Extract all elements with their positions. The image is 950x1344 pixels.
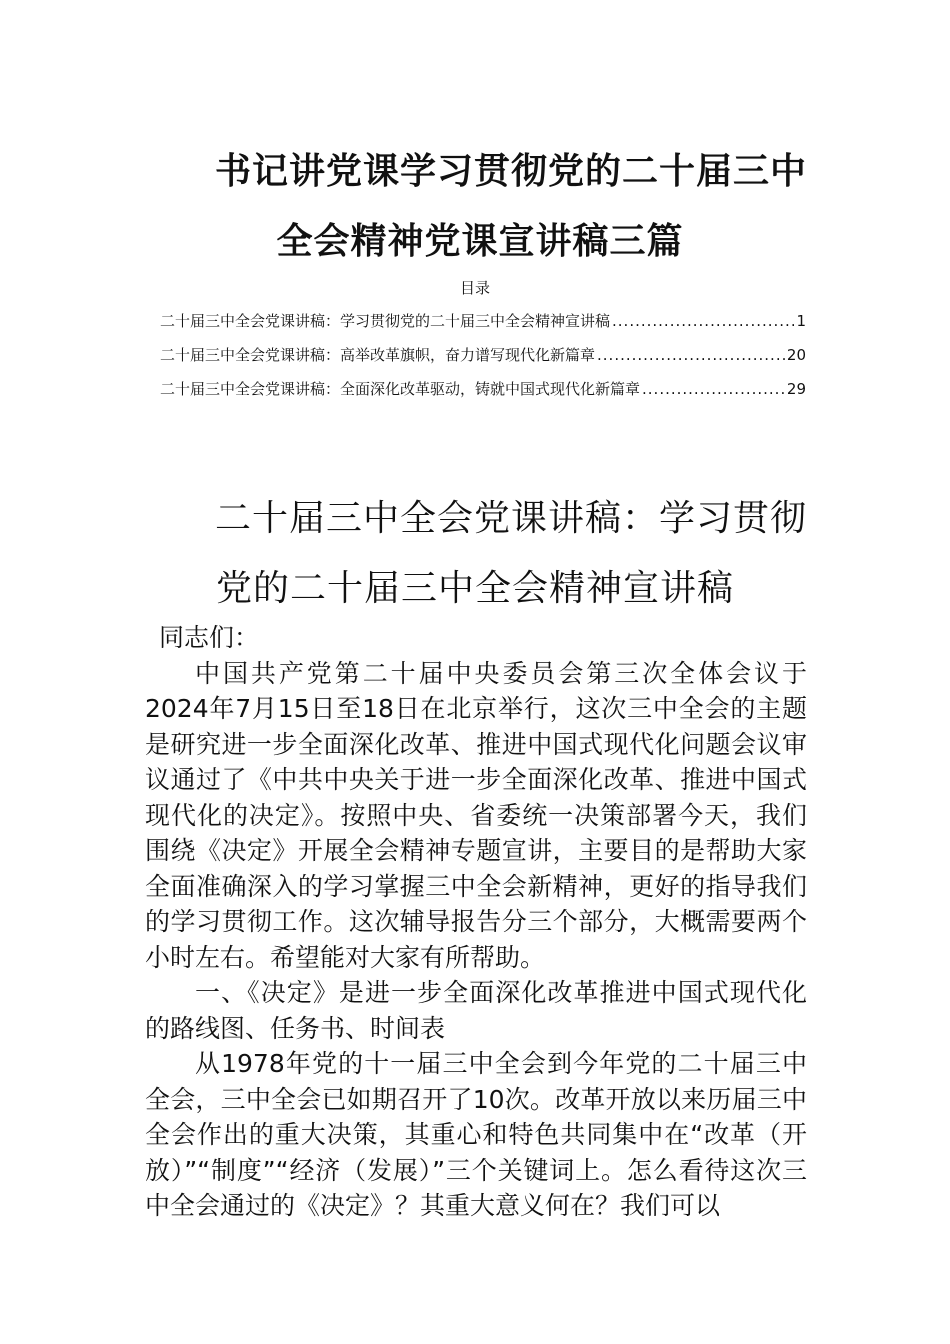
toc-entry[interactable] (160, 378, 806, 412)
body-text (145, 620, 807, 1224)
toc-page-number: 20 (786, 346, 806, 364)
section-title-line-2: 党的二十届三中全会精神宣讲稿 (215, 568, 734, 609)
toc-entry-text: 二十届三中全会党课讲稿：全面深化改革驱动，铸就中国式现代化新篇章 (160, 380, 641, 398)
toc-leader-dots (612, 312, 794, 330)
toc-page-number: 1 (796, 312, 806, 330)
toc-heading: 目录 (459, 279, 490, 297)
toc-entry-text: 二十届三中全会党课讲稿：学习贯彻党的二十届三中全会精神宣讲稿 (160, 312, 611, 330)
toc-entry[interactable] (160, 344, 806, 378)
paragraph: 从1978年党的十一届三中全会到今年党的二十届三中全会，三中全会已如期召开了10次。改革开放以来历届三中全会作出的重大决策，其重心和特色共同集中在“改革（开放）”“制度”“经济（发展）”三个关键词上。怎么看待这次三中全会通过的《决定》？其重大意义何在？我们可以 (145, 1049, 807, 1220)
document-title-line-1: 书记讲党课学习贯彻党的二十届三中 (214, 151, 807, 192)
document-title-line-2: 全会精神党课宣讲稿三篇 (276, 221, 684, 262)
paragraph: 中国共产党第二十届中央委员会第三次全体会议于2024年7月15日至18日在北京举行，这次三中全会的主题是研究进一步全面深化改革、推进中国式现代化问题会议审议通过了《中共中央关于进一步全面深化改革、推进中国式现代化的决定》。按照中央、省委统一决策部署今天，我们围绕《决定》开展全会精神专题宣讲，主要目的是帮助大家全面准确深入的学习掌握三中全会新精神，更好的指导我们的学习贯彻工作。这次辅导报告分三个部分，大概需要两个小时左右。希望能对大家有所帮助。 (145, 658, 807, 972)
table-of-contents (160, 310, 806, 412)
toc-entry-text: 二十届三中全会党课讲稿：高举改革旗帜，奋力谱写现代化新篇章 (160, 346, 596, 364)
toc-page-number: 29 (786, 380, 806, 398)
greeting: 同志们： (159, 623, 260, 652)
section-heading: 一、《决定》是进一步全面深化改革推进中国式现代化的路线图、任务书、时间表 (145, 978, 807, 1043)
toc-entry[interactable] (160, 310, 806, 344)
toc-leader-dots (597, 346, 785, 364)
section-title-line-1: 二十届三中全会党课讲稿：学习贯彻 (214, 498, 807, 539)
toc-leader-dots (642, 380, 785, 398)
